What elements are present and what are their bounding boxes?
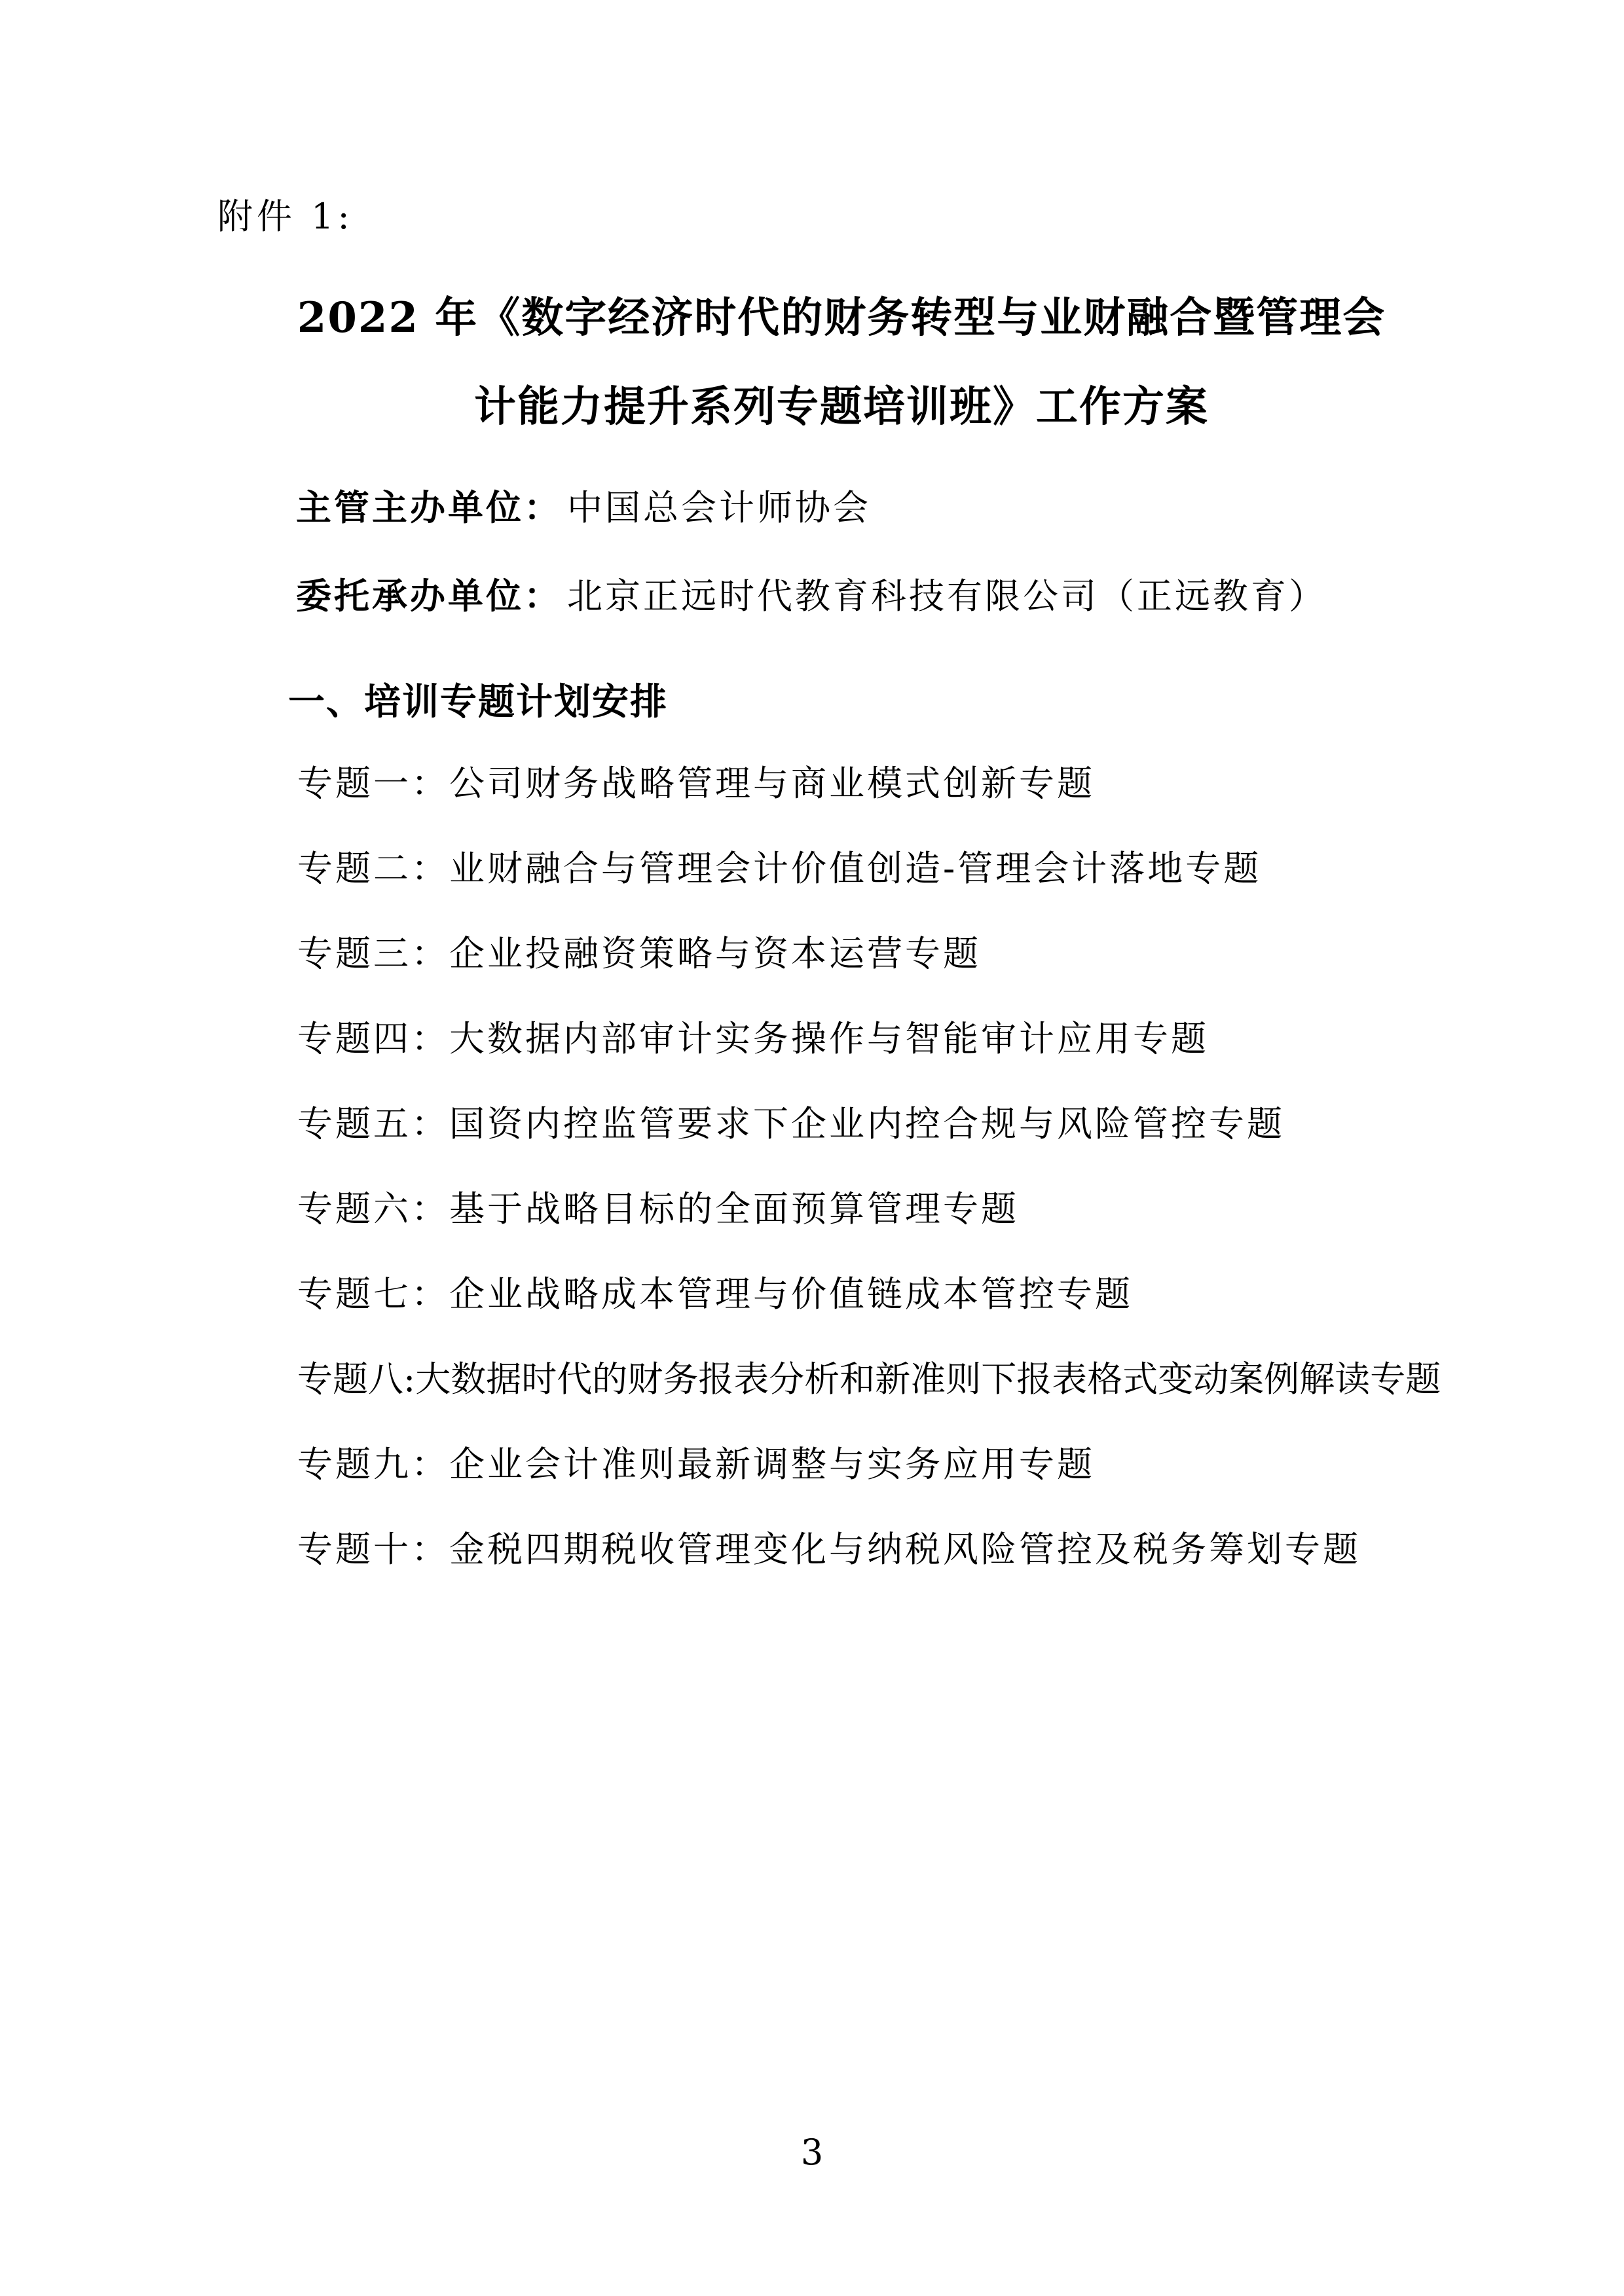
topic-item-8: 专题八:大数据时代的财务报表分析和新准则下报表格式变动案例解读专题 bbox=[297, 1358, 1441, 1400]
document-title bbox=[59, 274, 1624, 452]
undertaker-line bbox=[296, 568, 1327, 619]
page-number: 3 bbox=[800, 2132, 824, 2173]
topic-item-10: 专题十：金税四期税收管理变化与纳税风险管控及税务筹划专题 bbox=[297, 1529, 1361, 1570]
topic-item-6: 专题六：基于战略目标的全面预算管理专题 bbox=[297, 1188, 1019, 1230]
section-heading-training-plan: 一、培训专题计划安排 bbox=[288, 681, 668, 723]
topic-item-2: 专题二：业财融合与管理会计价值创造-管理会计落地专题 bbox=[297, 848, 1262, 889]
topic-item-7: 专题七：企业战略成本管理与价值链成本管控专题 bbox=[297, 1273, 1133, 1315]
organizer-label: 主管主办单位： bbox=[296, 486, 562, 528]
title-line-2: 计能力提升系列专题培训班》工作方案 bbox=[474, 382, 1209, 431]
topic-item-9: 专题九：企业会计准则最新调整与实务应用专题 bbox=[297, 1444, 1095, 1485]
undertaker-value: 北京正远时代教育科技有限公司（正远教育） bbox=[567, 575, 1327, 617]
undertaker-label: 委托承办单位： bbox=[296, 575, 562, 617]
topic-item-1: 专题一：公司财务战略管理与商业模式创新专题 bbox=[297, 763, 1095, 804]
title-line-1: 2022 年《数字经济时代的财务转型与业财融合暨管理会 bbox=[297, 293, 1386, 342]
attachment-label: 附件 1: bbox=[217, 196, 354, 237]
organizer-line bbox=[296, 480, 871, 530]
organizer-value: 中国总会计师协会 bbox=[567, 487, 871, 528]
topic-list bbox=[297, 741, 1441, 1592]
topic-item-3: 专题三：企业投融资策略与资本运营专题 bbox=[297, 933, 981, 974]
topic-item-5: 专题五：国资内控监管要求下企业内控合规与风险管控专题 bbox=[297, 1103, 1285, 1144]
topic-item-4: 专题四：大数据内部审计实务操作与智能审计应用专题 bbox=[297, 1018, 1209, 1059]
